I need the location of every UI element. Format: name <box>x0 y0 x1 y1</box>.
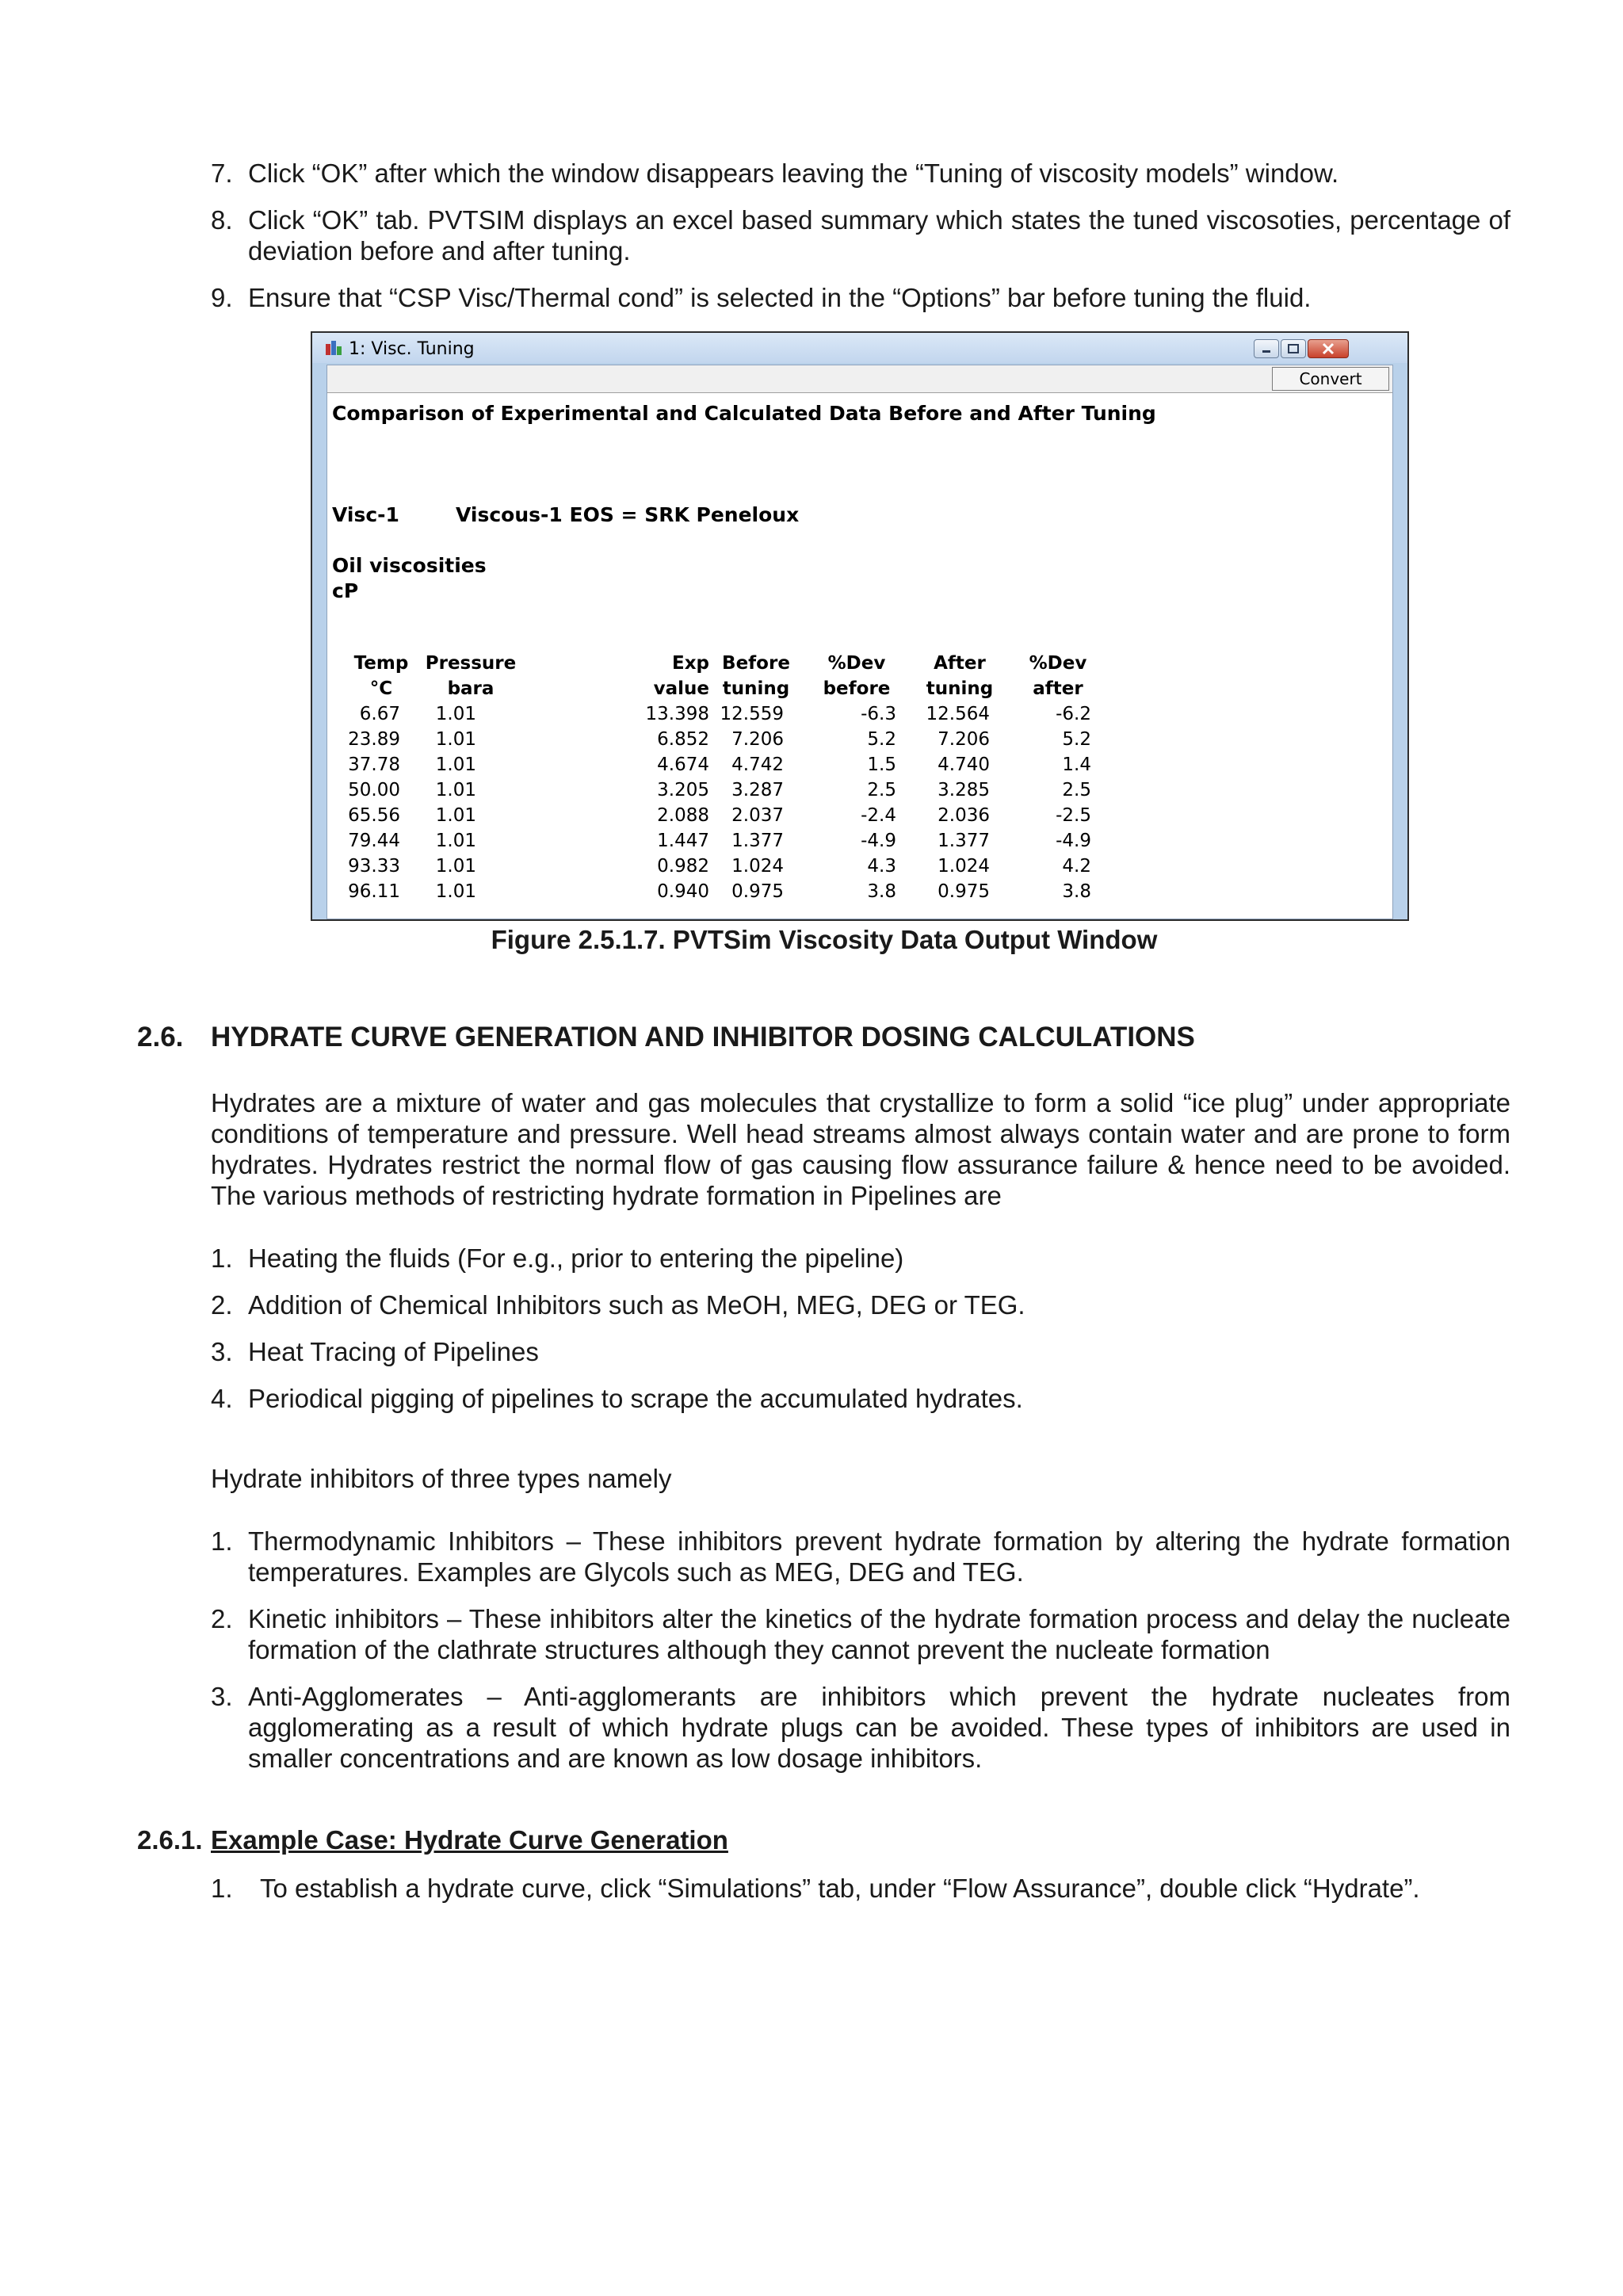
property-section: Oil viscosities <box>332 554 487 577</box>
table-cell: 1.01 <box>435 881 476 902</box>
table-cell: 0.982 <box>657 856 709 877</box>
column-unit: bara <box>447 678 495 699</box>
table-cell: 23.89 <box>348 729 400 750</box>
table-cell: 5.2 <box>1062 729 1091 750</box>
table-cell: 3.205 <box>657 780 709 800</box>
table-row <box>343 803 1107 828</box>
table-cell: 2.088 <box>657 805 709 826</box>
minimize-button[interactable] <box>1254 339 1279 358</box>
list-item: 2. Addition of Chemical Inhibitors such as MeOH, MEG, DEG or TEG. <box>211 1290 1025 1320</box>
list-item: 8. Click “OK” tab. PVTSIM displays an excel based summary which states the tuned viscosoties, percentage of deviation before and after tuning. <box>211 205 1510 266</box>
table-cell: 79.44 <box>348 831 400 851</box>
table-cell: -4.9 <box>861 831 896 851</box>
column-unit: tuning <box>926 678 994 699</box>
pvtsim-app-icon <box>325 339 342 357</box>
window-title: 1: Visc. Tuning <box>349 339 475 359</box>
property-unit: cP <box>332 579 359 602</box>
table-cell: 65.56 <box>348 805 400 826</box>
table-cell: 50.00 <box>348 780 400 800</box>
table-cell: 12.564 <box>926 704 990 724</box>
section-number: 2.6. <box>137 1022 184 1052</box>
column-header: %Dev <box>1029 653 1087 674</box>
fluid-description: Viscous-1 EOS = SRK Peneloux <box>456 503 800 526</box>
table-cell: 6.852 <box>657 729 709 750</box>
table-cell: -2.4 <box>861 805 896 826</box>
close-button[interactable] <box>1308 339 1349 358</box>
table-cell: 93.33 <box>348 856 400 877</box>
table-cell: 3.285 <box>938 780 990 800</box>
table-cell: 13.398 <box>645 704 709 724</box>
inhibitors-list <box>211 1526 1510 1790</box>
column-header: After <box>934 653 986 674</box>
table-cell: -6.3 <box>861 704 896 724</box>
column-unit: value <box>653 678 709 699</box>
table-cell: 6.67 <box>359 704 400 724</box>
table-cell: 5.2 <box>867 729 896 750</box>
convert-button[interactable]: Convert <box>1272 367 1389 391</box>
table-cell: 4.2 <box>1062 856 1091 877</box>
table-cell: 1.377 <box>731 831 784 851</box>
table-cell: 3.8 <box>1062 881 1091 902</box>
table-cell: 7.206 <box>731 729 784 750</box>
table-cell: 1.01 <box>435 805 476 826</box>
table-cell: 1.01 <box>435 831 476 851</box>
table-cell: 96.11 <box>348 881 400 902</box>
table-row <box>343 879 1107 904</box>
table-cell: 3.287 <box>731 780 784 800</box>
table-cell: 1.5 <box>867 755 896 775</box>
column-unit: °C <box>369 678 393 699</box>
example-steps-list <box>211 1873 1510 1920</box>
inhibitors-intro: Hydrate inhibitors of three types namely <box>211 1464 672 1493</box>
list-item: 1. Thermodynamic Inhibitors – These inhibitors prevent hydrate formation by altering the hydrate formation temperatures. Examples are Glycols such as MEG, DEG and TEG. <box>211 1526 1510 1587</box>
window-menubar <box>327 365 1392 393</box>
table-cell: -2.5 <box>1056 805 1091 826</box>
column-unit: tuning <box>722 678 790 699</box>
table-cell: 1.4 <box>1062 755 1091 775</box>
table-body <box>343 701 1107 904</box>
table-cell: 1.377 <box>938 831 990 851</box>
viscosity-table <box>343 651 1107 904</box>
table-cell: 1.447 <box>657 831 709 851</box>
table-cell: 2.5 <box>867 780 896 800</box>
table-cell: -6.2 <box>1056 704 1091 724</box>
table-cell: 1.01 <box>435 729 476 750</box>
table-row <box>343 854 1107 879</box>
subsection-number: 2.6.1. <box>137 1825 203 1855</box>
table-cell: 0.975 <box>731 881 784 902</box>
intro-paragraph: Hydrates are a mixture of water and gas molecules that crystallize to form a solid “ice plug” under appropriate conditions of temperature and pressure. Well head streams almost always contain water and are prone to form hydrates. Hydrates restrict the normal flow of gas causing flow assurance failure & hence need to be avoided. The various methods of restricting hydrate formation in Pipelines are <box>211 1088 1510 1210</box>
fluid-id: Visc-1 <box>332 503 399 526</box>
window-client-area <box>327 365 1393 919</box>
table-row <box>343 777 1107 803</box>
table-cell: 2.5 <box>1062 780 1091 800</box>
section-heading <box>137 1022 1195 1053</box>
steps-list-top <box>211 158 1510 329</box>
list-item: 1. Heating the fluids (For e.g., prior to entering the pipeline) <box>211 1244 904 1273</box>
list-item: 9. Ensure that “CSP Visc/Thermal cond” is selected in the “Options” bar before tuning the fluid. <box>211 283 1312 312</box>
list-item: 2. Kinetic inhibitors – These inhibitors alter the kinetics of the hydrate formation process and delay the nucleate formation of the clathrate structures although they cannot prevent the nucleate formation <box>211 1604 1510 1664</box>
table-cell: 1.01 <box>435 704 476 724</box>
table-row <box>343 701 1107 727</box>
table-header-row <box>343 651 1107 676</box>
methods-list <box>211 1243 1510 1430</box>
list-item: 1. To establish a hydrate curve, click “Simulations” tab, under “Flow Assurance”, double click “Hydrate”. <box>211 1874 1420 1903</box>
column-unit: after <box>1033 678 1083 699</box>
table-cell: 0.975 <box>938 881 990 902</box>
table-cell: 2.036 <box>938 805 990 826</box>
table-cell: 4.742 <box>731 755 784 775</box>
column-header: Before <box>722 653 790 674</box>
table-cell: -4.9 <box>1056 831 1091 851</box>
column-header: Pressure <box>425 653 517 674</box>
column-header: %Dev <box>827 653 886 674</box>
table-cell: 3.8 <box>867 881 896 902</box>
list-item: 3. Anti-Agglomerates – Anti-agglomerants are inhibitors which prevent the hydrate nucleates from agglomerating as a result of which hydrate plugs can be avoided. These types of inhibitors are used in smaller concentrations and are known as low dosage inhibitors. <box>211 1682 1510 1773</box>
table-cell: 1.01 <box>435 755 476 775</box>
window-titlebar <box>312 333 1407 363</box>
column-header: Temp <box>353 653 409 674</box>
table-cell: 1.024 <box>938 856 990 877</box>
maximize-button[interactable] <box>1281 339 1306 358</box>
maximize-icon <box>1281 340 1305 357</box>
subsection-heading <box>137 1825 728 1855</box>
minimize-icon <box>1254 340 1278 357</box>
list-item: 3. Heat Tracing of Pipelines <box>211 1337 539 1366</box>
table-row <box>343 727 1107 752</box>
figure-caption: Figure 2.5.1.7. PVTSim Viscosity Data Output Window <box>491 925 1158 954</box>
comparison-heading: Comparison of Experimental and Calculated Data Before and After Tuning <box>332 402 1156 425</box>
table-cell: 1.01 <box>435 856 476 877</box>
list-item: 7. Click “OK” after which the window disappears leaving the “Tuning of viscosity models” window. <box>211 159 1339 188</box>
table-cell: 0.940 <box>657 881 709 902</box>
section-title: HYDRATE CURVE GENERATION AND INHIBITOR DOSING CALCULATIONS <box>211 1022 1195 1052</box>
table-cell: 4.740 <box>938 755 990 775</box>
column-header: Exp <box>671 653 709 674</box>
table-unit-row <box>343 676 1107 701</box>
visc-tuning-window <box>311 331 1409 921</box>
table-cell: 4.674 <box>657 755 709 775</box>
close-icon <box>1308 340 1348 357</box>
column-unit: before <box>823 678 891 699</box>
table-cell: 2.037 <box>731 805 784 826</box>
table-cell: 37.78 <box>348 755 400 775</box>
table-cell: 4.3 <box>867 856 896 877</box>
table-cell: 1.024 <box>731 856 784 877</box>
table-row <box>343 752 1107 777</box>
list-item: 4. Periodical pigging of pipelines to scrape the accumulated hydrates. <box>211 1384 1023 1413</box>
subsection-title: Example Case: Hydrate Curve Generation <box>211 1825 728 1855</box>
table-cell: 7.206 <box>938 729 990 750</box>
table-cell: 12.559 <box>720 704 784 724</box>
table-cell: 1.01 <box>435 780 476 800</box>
table-row <box>343 828 1107 854</box>
